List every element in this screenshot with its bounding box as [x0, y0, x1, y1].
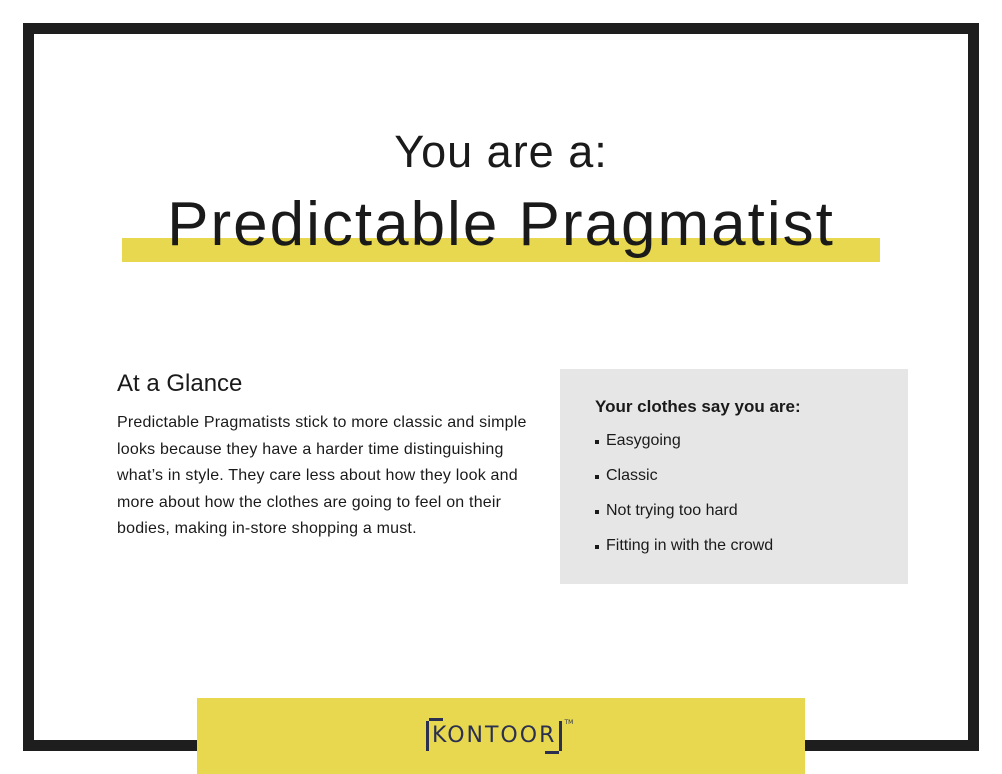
logo-text: KONTOOR [432, 723, 557, 748]
logo-rule-bottom [545, 751, 559, 754]
list-item [595, 534, 773, 569]
logo-rule-top [429, 718, 443, 721]
list-item [595, 429, 773, 464]
traits-panel [560, 369, 908, 584]
kontoor-logo [426, 719, 574, 751]
traits-list [595, 429, 773, 569]
glance-title: At a Glance [117, 370, 243, 397]
trait-label: Fitting in with the crowd [606, 537, 774, 554]
page-title: Predictable Pragmatist [167, 190, 835, 259]
bullet-icon [595, 510, 599, 514]
intro-heading: You are a: [394, 126, 608, 177]
list-item [595, 464, 773, 499]
list-item [595, 499, 773, 534]
footer-band [197, 698, 805, 774]
trait-label: Easygoing [606, 432, 681, 449]
bullet-icon [595, 475, 599, 479]
glance-description: Predictable Pragmatists stick to more classic and simple looks because they have a harder time distinguishing what’s in style. They care less about how they look and more about how the clothes are going to feel on their bodies, making in-store shopping a must. [117, 414, 527, 538]
trait-label: Not trying too hard [606, 502, 738, 519]
bullet-icon [595, 545, 599, 549]
trademark-mark: TM [564, 719, 574, 726]
traits-heading: Your clothes say you are: [595, 397, 801, 416]
trait-label: Classic [606, 467, 658, 484]
bullet-icon [595, 440, 599, 444]
